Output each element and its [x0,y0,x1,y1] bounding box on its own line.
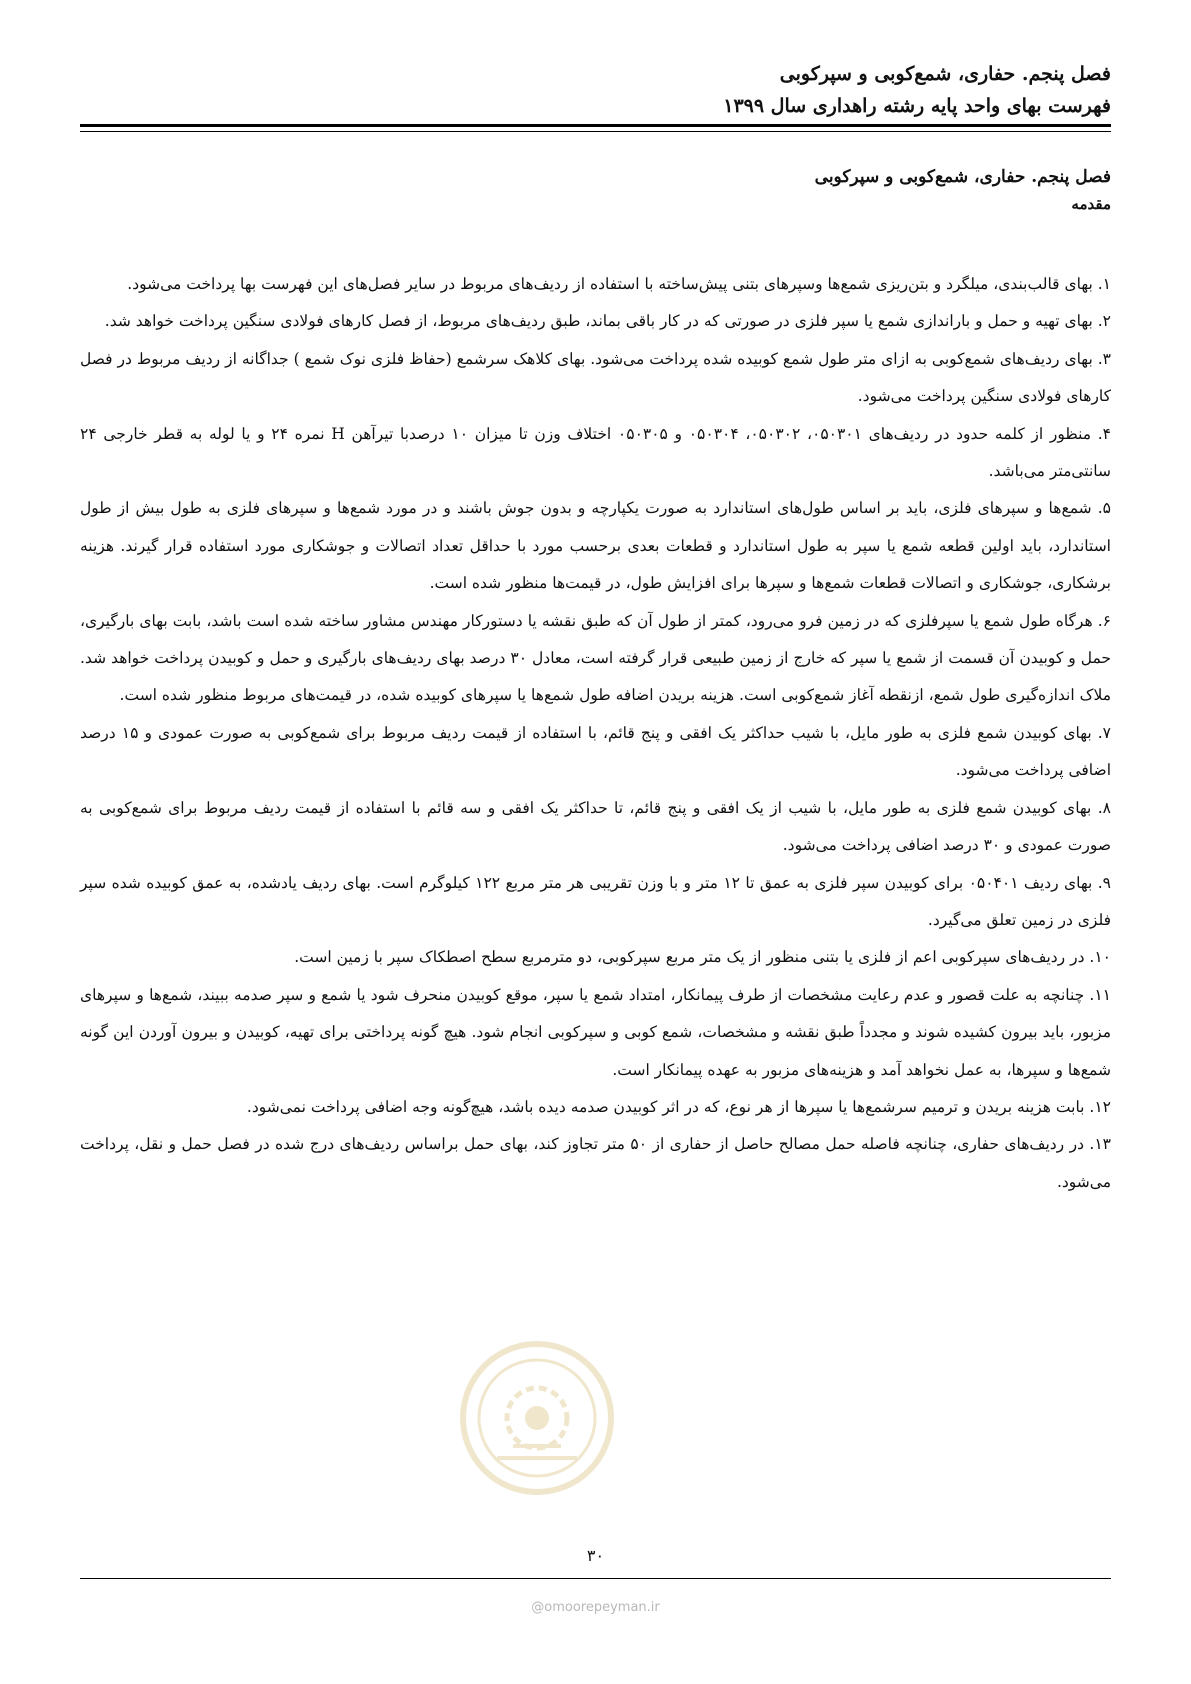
header-document-title: فهرست بهای واحد پایه رشته راهداری سال ۱۳۹۹ [723,95,1111,117]
clause-9: ۹. بهای ردیف ۰۵۰۴۰۱ برای کوبیدن سپر فلزی به عمق تا ۱۲ متر و با وزن تقریبی هر متر مربع ۱۲۲ کیلوگرم است. بهای ردیف یادشده، به عمق کوبیده شده سپر فلزی در زمین تعلق می‌گیرد. [80,873,1111,929]
clause-8: ۸. بهای کوبیدن شمع فلزی به طور مایل، با شیب از یک افقی و پنج قائم، تا حداکثر یک افقی و سه قائم با استفاده از قیمت ردیف مربوط برای شمع‌کوبی به صورت عمودی و ۳۰ درصد اضافی پرداخت می‌شود. [80,798,1111,855]
introduction-title: مقدمه [1071,195,1111,213]
header-chapter-title: فصل پنجم. حفاری، شمع‌کوبی و سپرکوبی [779,63,1111,85]
clause-list [80,266,1111,1201]
watermark-text: @omoorepeyman.ir [531,1600,660,1615]
clause-13: ۱۳. در ردیف‌های حفاری، چنانچه فاصله حمل مصالح حاصل از حفاری از ۵۰ متر تجاوز کند، بهای حمل براساس ردیف‌های درج شده در فصل حمل و نقل، پرداخت می‌شود. [80,1135,1111,1191]
section-heading [80,162,1111,216]
clause-6: ۶. هرگاه طول شمع یا سپرفلزی که در زمین فرو می‌رود، کمتر از طول آن که طبق نقشه یا دستورکار مهندس مشاور ساخته شده است باشد، بابت بهای بارگیری، حمل و کوبیدن آن قسمت از شمع یا سپر که خارج از زمین طبیعی قرار گرفته است، معادل ۳۰ درصد بهای ردیف‌های بارگیری و حمل و کوبیدن پرداخت خواهد شد. ملاک اندازه‌گیری طول شمع، ازنقطه آغاز شمع‌کوبی است. هزینه بریدن اضافه طول شمع‌ها یا سپرهای کوبیده شده، در قیمت‌های مربوط منظور شده است. [80,611,1112,705]
chapter-title: فصل پنجم. حفاری، شمع‌کوبی و سپرکوبی [814,167,1111,187]
footer-rule [80,1578,1111,1579]
clause-10: ۱۰. در ردیف‌های سپرکوبی اعم از فلزی یا بتنی منظور از یک متر مربع سپرکوبی، دو مترمربع سطح اصطکاک سپر با زمین است. [294,948,1111,967]
clause-12: ۱۲. بابت هزینه بریدن و ترمیم سرشمع‌ها یا سپرها از هر نوع، که در اثر کوبیدن صدمه دیده باشد، هیچ‌گونه وجه اضافی پرداخت نمی‌شود. [246,1097,1111,1116]
clause-11: ۱۱. چنانچه به علت قصور و عدم رعایت مشخصات از طرف پیمانکار، امتداد شمع یا سپر، موقع کوبیدن منحرف شود یا شمع و سپر صدمه ببیند، شمع‌ها و سپرهای مزبور، باید بیرون کشیده شوند و مجدداً طبق نقشه و مشخصات، شمع کوبی و سپرکوبی انجام شود. هیچ گونه پرداختی برای تهیه، کوبیدن و بیرون آوردن این گونه شمع‌ها و سپرها، به عمل نخواهد آمد و هزینه‌های مزبور به عهده پیمانکار است. [80,985,1111,1079]
clause-5: ۵. شمع‌ها و سپرهای فلزی، باید بر اساس طول‌های استاندارد به صورت یکپارچه و بدون جوش باشند و در مورد شمع‌ها و سپرهای فلزی به طول بیش از طول استاندارد، باید اولین قطعه شمع یا سپر به طول استاندارد و قطعات بعدی برحسب مورد با حداقل تعداد اتصالات و جوشکاری مورد استفاده قرار گیرند. هزینه برشکاری، جوشکاری و اتصالات قطعات شمع‌ها و سپرها برای افزایش طول، در قیمت‌ها منظور شده است. [80,499,1111,593]
page-number: ۳۰ [586,1546,605,1565]
clause-1: ۱. بهای قالب‌بندی، میلگرد و بتن‌ریزی شمع‌ها وسپرهای بتنی پیش‌ساخته با استفاده از ردیف‌های مربوط در سایر فصل‌های این فهرست بها پرداخت می‌شود. [127,275,1111,293]
clause-3: ۳. بهای ردیف‌های شمع‌کوبی به ازای متر طول شمع کوبیده شده پرداخت می‌شود. بهای کلاهک سرشمع (حفاظ فلزی نوک شمع ) جداگانه از ردیف مربوط در فصل کارهای فولادی سنگین پرداخت می‌شود. [80,349,1111,406]
header-rule-thin [80,131,1111,132]
clause-2: ۲. بهای تهیه و حمل و باراندازی شمع یا سپر فلزی در صورتی که در کار باقی بماند، طبق ردیف‌های مربوط، از فصل کارهای فولادی سنگین پرداخت خواهد شد. [104,312,1111,331]
page-header [80,58,1111,122]
clause-4: ۴. منظور از کلمه حدود در ردیف‌های ۰۵۰۳۰۱، ۰۵۰۳۰۲، ۰۵۰۳۰۴ و ۰۵۰۳۰۵ اختلاف وزن تا میزان ۱۰ درصدبا تیرآهن H نمره ۲۴ و یا لوله به قطر خارجی ۲۴ سانتی‌متر می‌باشد. [80,424,1111,481]
clause-7: ۷. بهای کوبیدن شمع فلزی به طور مایل، با شیب حداکثر یک افقی و پنج قائم، با استفاده از قیمت ردیف مربوط برای شمع‌کوبی به صورت عمودی و ۱۵ درصد اضافی پرداخت می‌شود. [80,723,1111,780]
watermark-seal-icon [457,1338,617,1498]
header-rule-thick [80,124,1111,127]
